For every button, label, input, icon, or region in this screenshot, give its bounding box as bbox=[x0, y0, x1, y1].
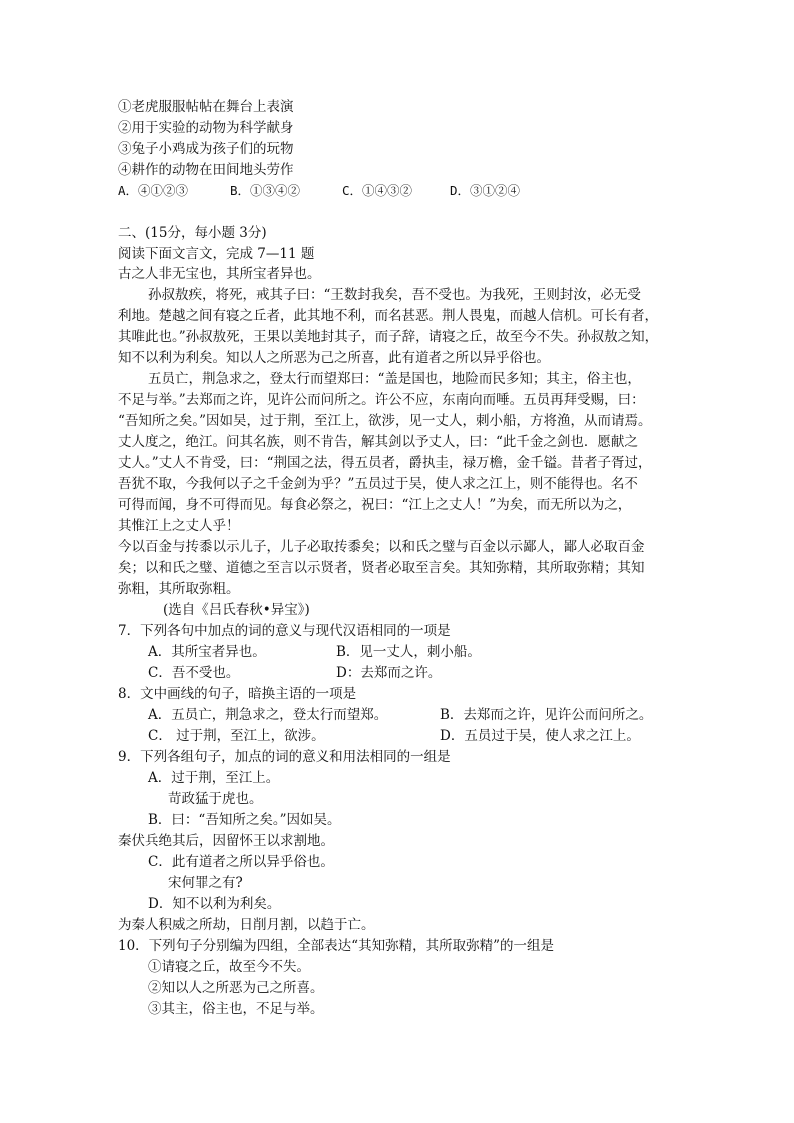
passage-line: 可得而闻，身不可得而见。每食必祭之，祝曰：“江上之丈人！”为矣，而无所以为之， bbox=[118, 497, 632, 513]
q8-row-2 bbox=[0, 726, 794, 746]
passage-line: 矣；以和氏之璧、道德之至言以示贤者，贤者必取至言矣。其知弥精，其所取弥精；其知 bbox=[118, 560, 645, 576]
q7-stem: 7．下列各句中加点的词的意义与现代汉语相同的一项是 bbox=[118, 623, 451, 639]
q6-answer-a: A．④①②③ bbox=[118, 183, 189, 198]
q7-row-1 bbox=[0, 642, 794, 662]
q9-option-b-2: 秦伏兵绝其后，因留怀王以求割地。 bbox=[118, 833, 334, 849]
q9-option-d-2: 为秦人积威之所劫，日削月割，以趋于亡。 bbox=[118, 917, 375, 933]
option-line-2: ②用于实验的动物为科学献身 bbox=[118, 120, 294, 136]
q9-stem: 9．下列各组句子，加点的词的意义和用法相同的一组是 bbox=[118, 749, 451, 765]
passage-line: 知不以利为利矣。知以人之所恶为己之所喜，此有道者之所以异乎俗也。 bbox=[118, 350, 550, 366]
option-line-4: ④耕作的动物在田间地头劳作 bbox=[118, 162, 294, 178]
passage-title: 古之人非无宝也，其所宝者异也。 bbox=[118, 266, 321, 282]
q8-row-1 bbox=[0, 705, 794, 725]
q9-option-d-1: D．知不以利为利矣。 bbox=[148, 896, 281, 912]
q7-option-c: C．吾不受也。 bbox=[148, 665, 240, 681]
passage-line: 孙叔敖疾，将死，戒其子曰：“王数封我矣，吾不受也。为我死，王则封汝，必无受 bbox=[148, 287, 641, 303]
q6-answer-c: C．①④③② bbox=[342, 183, 413, 198]
q9-option-c-1: C．此有道者之所以异乎俗也。 bbox=[148, 854, 334, 870]
option-line-3: ③兔子小鸡成为孩子们的玩物 bbox=[118, 141, 294, 157]
passage-line: 利地。楚越之间有寝之丘者，此其地不利，而名甚恶。荆人畏鬼，而越人信机。可长有者， bbox=[118, 308, 658, 324]
q7-option-d: D：去郑而之许。 bbox=[336, 665, 442, 681]
passage-line: 丈人度之，绝江。问其名族，则不肯告，解其剑以予丈人，曰：“此千金之剑也．愿献之 bbox=[118, 434, 638, 450]
passage-source: (选自《吕氏春秋•异宝》) bbox=[163, 602, 310, 618]
option-line-1: ①老虎服服帖帖在舞台上表演 bbox=[118, 99, 294, 115]
q10-stem: 10．下列句子分别编为四组，全部表达“其知弥精，其所取弥精”的一组是 bbox=[118, 938, 554, 954]
q8-stem: 8．文中画线的句子，暗换主语的一项是 bbox=[118, 686, 357, 702]
section-2-instruction: 阅读下面文言文，完成 7—11 题 bbox=[118, 246, 315, 262]
q8-option-b: B．去郑而之许，见许公而问所之。 bbox=[440, 707, 653, 723]
passage-line: 弥粗，其所取弥粗。 bbox=[118, 581, 240, 597]
passage-line: “吾知所之矣。”因如吴，过于荆，至江上，欲涉，见一丈人，刺小船，方将渔，从而请焉。 bbox=[118, 413, 652, 429]
q10-item-2: ②知以人之所恶为己之所喜。 bbox=[148, 980, 324, 996]
q7-row-2 bbox=[0, 663, 794, 683]
passage-line: 今以百金与抟黍以示儿子，儿子必取抟黍矣；以和氏之璧与百金以示鄙人，鄙人必取百金 bbox=[118, 539, 645, 555]
q6-answer-row bbox=[0, 181, 794, 201]
passage-line: 不足与举。”去郑而之许，见许公而问所之。许公不应，东南向而唾。五员再拜受赐，曰： bbox=[118, 392, 645, 408]
q8-option-d: D．五员过于吴，使人求之江上。 bbox=[440, 728, 640, 744]
q10-item-1: ①请寝之丘，故至今不失。 bbox=[148, 959, 310, 975]
q8-option-c: C． 过于荆，至江上，欲涉。 bbox=[148, 728, 325, 744]
q10-item-3: ③其主，俗主也，不足与举。 bbox=[148, 1001, 324, 1017]
q9-option-b-1: B．曰：“吾知所之矣。”因如吴。 bbox=[148, 812, 341, 828]
passage-line: 五员亡，荆急求之，登太行而望郑曰：“盖是国也，地险而民多知；其主，俗主也， bbox=[148, 371, 641, 387]
passage-line: 丈人。”丈人不肯受，曰：“荆国之法，得五员者，爵执圭，禄万檐，金千镒。昔者子胥过， bbox=[118, 455, 652, 471]
q6-answer-d: D．③①②④ bbox=[450, 183, 521, 198]
section-2-title: 二、(15分，每小题 3分) bbox=[118, 225, 267, 241]
passage-line: 其唯此也。”孙叔敖死，王果以美地封其子，而子辞，请寝之丘，故至今不失。孙叔敖之知， bbox=[118, 329, 659, 345]
q9-option-c-2: 宋何罪之有? bbox=[168, 875, 243, 891]
q7-option-b: B．见一丈人，刺小船。 bbox=[336, 644, 481, 660]
q7-option-a: A．其所宝者异也。 bbox=[148, 644, 266, 660]
q6-answer-b: B．①③④② bbox=[230, 183, 301, 198]
q8-option-a: A．五员亡，荆急求之，登太行而望郑。 bbox=[148, 707, 388, 723]
q9-option-a-1: A．过于荆，至江上。 bbox=[148, 770, 280, 786]
passage-line: 其惟江上之丈人乎！ bbox=[118, 518, 240, 534]
passage-line: 吾犹不取，今我何以子之千金剑为乎？”五员过于吴，使人求之江上，则不能得也。名不 bbox=[118, 476, 638, 492]
q9-option-a-2: 苛政猛于虎也。 bbox=[168, 791, 263, 807]
